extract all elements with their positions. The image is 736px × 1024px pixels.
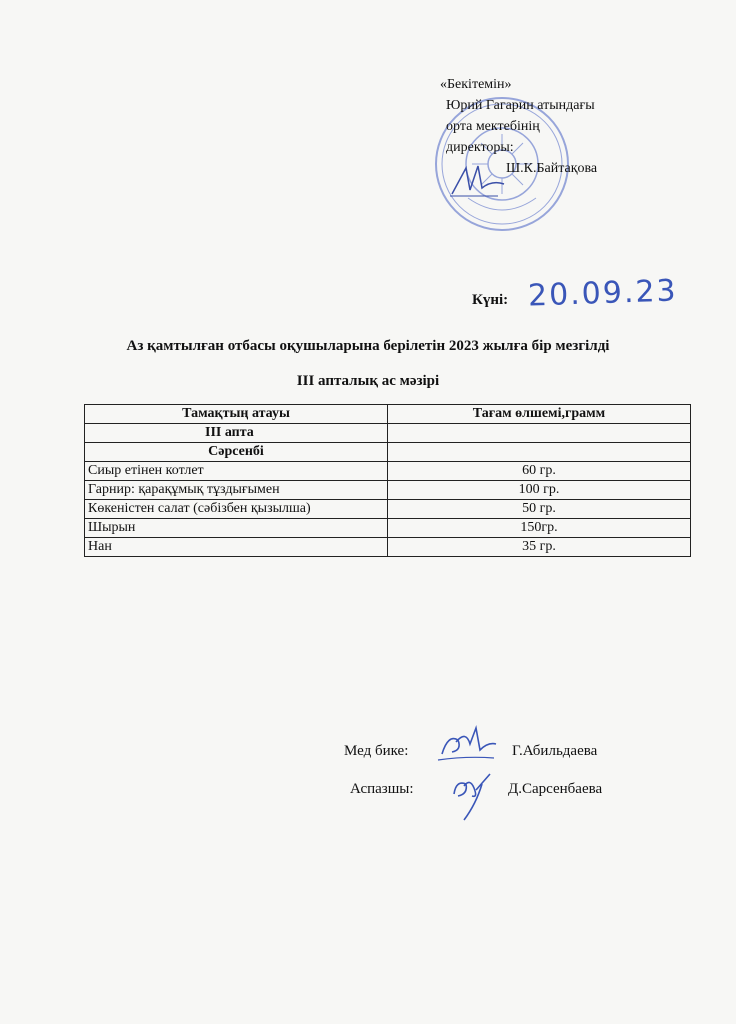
dish-portion: 60 гр.: [388, 462, 691, 481]
document-subtitle: III апталық ас мәзірі: [296, 373, 440, 389]
menu-table: [84, 404, 691, 557]
dish-portion: 35 гр.: [388, 538, 691, 557]
document-title: Аз қамтылған отбасы оқушыларына берілетін 2023 жылға бір мезгілді: [126, 338, 610, 354]
header-portion: Тағам өлшемі,грамм: [388, 405, 691, 424]
dish-name: Нан: [85, 538, 388, 557]
nurse-name: Г.Абильдаева: [512, 743, 598, 759]
table-row: [85, 481, 691, 500]
nurse-signature: [436, 720, 500, 766]
table-row: [85, 500, 691, 519]
day-cell: Сәрсенбі: [85, 443, 388, 462]
date-label: Күні:: [472, 292, 509, 308]
approval-line-3: директоры:: [446, 140, 514, 155]
dish-name: Гарнир: қарақұмық тұздығымен: [85, 481, 388, 500]
cook-label: Аспазшы:: [350, 781, 414, 797]
table-row: [85, 519, 691, 538]
empty-cell: [388, 424, 691, 443]
cook-signature: [446, 764, 506, 824]
table-header-row: [85, 405, 691, 424]
approval-heading: «Бекітемін»: [440, 77, 512, 92]
table-row-day: [85, 443, 691, 462]
cook-name: Д.Сарсенбаева: [508, 781, 603, 797]
dish-portion: 100 гр.: [388, 481, 691, 500]
table-row: [85, 462, 691, 481]
dish-portion: 150гр.: [388, 519, 691, 538]
table-row-week: [85, 424, 691, 443]
week-cell: III апта: [85, 424, 388, 443]
dish-name: Көкеністен салат (сәбізбен қызылша): [85, 500, 388, 519]
director-name: Ш.К.Байтақова: [506, 161, 598, 176]
date-value: 20.09.23: [527, 273, 679, 314]
nurse-label: Мед бике:: [344, 743, 409, 759]
approval-line-2: орта мектебінің: [446, 119, 540, 134]
dish-name: Шырын: [85, 519, 388, 538]
dish-name: Сиыр етінен котлет: [85, 462, 388, 481]
empty-cell: [388, 443, 691, 462]
header-dish-name: Тамақтың атауы: [85, 405, 388, 424]
approval-line-1: Юрий Гагарин атындағы: [446, 98, 595, 113]
table-row: [85, 538, 691, 557]
dish-portion: 50 гр.: [388, 500, 691, 519]
director-signature: [448, 160, 508, 200]
